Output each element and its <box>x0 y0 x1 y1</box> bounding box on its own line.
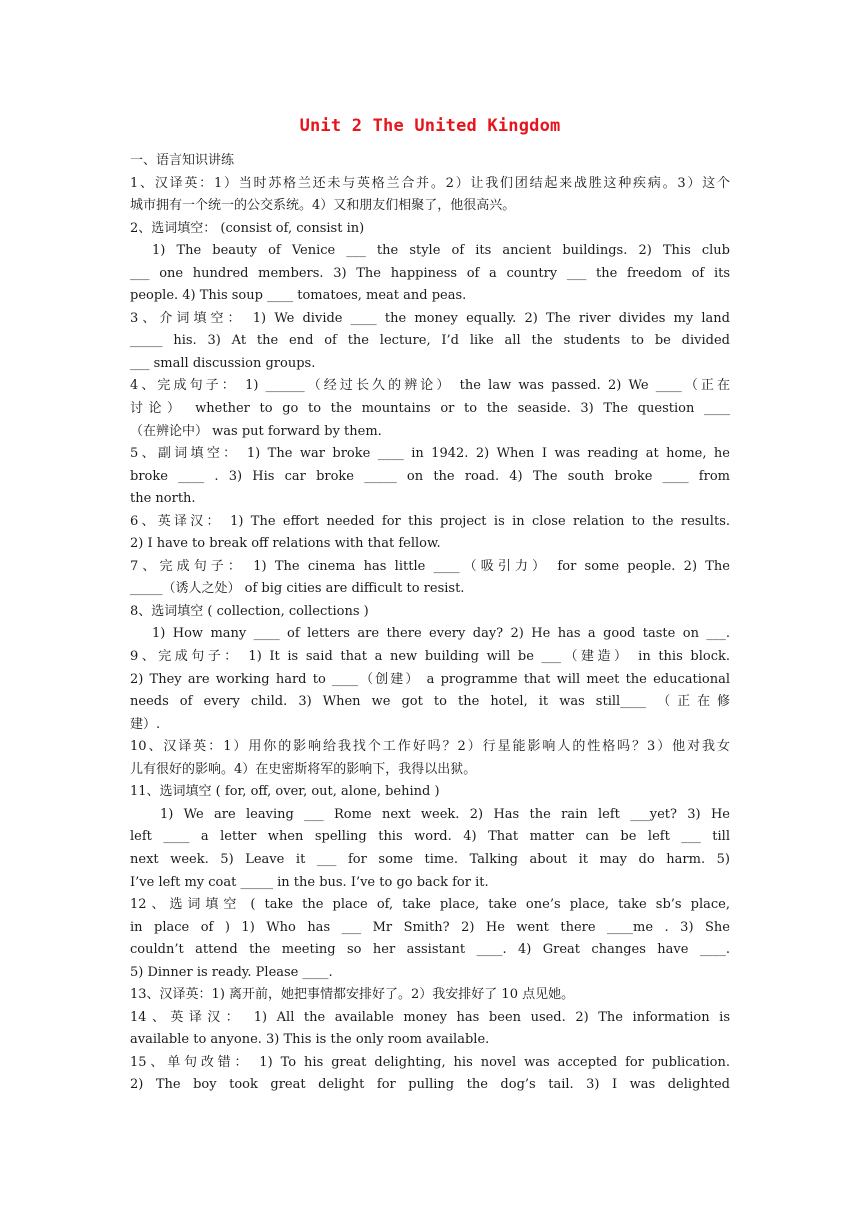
document-body <box>130 150 730 1097</box>
text-line: broke ____ . 3) His car broke _____ on the road. 4) The south broke ____ from <box>130 468 730 484</box>
text-line: 9、完成句子： 1) It is said that a new building will be ___（建造） in this block. <box>130 649 730 665</box>
text-line: 城市拥有一个统一的公交系统。4）又和朋友们相聚了，他很高兴。 <box>130 198 516 214</box>
text-line: 2) They are working hard to ____（创建） a programme that will meet the educational <box>130 671 730 687</box>
text-line: 8、选词填空 ( collection, collections ) <box>130 603 369 619</box>
text-line: 讨论） whether to go to the mountains or to the seaside. 3) The question ____ <box>130 401 730 417</box>
text-line: 2) I have to break off relations with that fellow. <box>130 536 441 552</box>
text-line: 2) The boy took great delight for pulling the dog’s tail. 3) I was delighted <box>130 1077 730 1093</box>
text-line: 儿有很好的影响。4）在史密斯将军的影响下，我得以出狱。 <box>130 761 477 777</box>
text-line: 12、选词填空 ( take the place of, take place, take one’s place, take sb’s place, <box>130 897 730 913</box>
text-line: _____ his. 3) At the end of the lecture, I’d like all the students to be divided <box>130 333 730 349</box>
text-line: 3、介词填空： 1) We divide ____ the money equally. 2) The river divides my land <box>130 310 730 326</box>
text-line: 14、英译汉： 1) All the available money has been used. 2) The information is <box>130 1009 730 1025</box>
text-line: 5) Dinner is ready. Please ____. <box>130 964 333 980</box>
text-line: I’ve left my coat _____ in the bus. I’ve to go back for it. <box>130 874 489 890</box>
text-line: next week. 5) Leave it ___ for some time. Talking about it may do harm. 5) <box>130 851 730 867</box>
text-line: 6、英译汉： 1) The effort needed for this project is in close relation to the results. <box>130 513 730 529</box>
text-line: 5、副词填空： 1) The war broke ____ in 1942. 2) When I was reading at home, he <box>130 446 730 462</box>
text-line: couldn’t attend the meeting so her assistant ____. 4) Great changes have ____. <box>130 942 730 958</box>
text-line: left ____ a letter when spelling this word. 4) That matter can be left ___ till <box>130 829 730 845</box>
text-line: 1、汉译英：1）当时苏格兰还未与英格兰合并。2）让我们团结起来战胜这种疾病。3）这个 <box>130 175 730 191</box>
text-line: ___ small discussion groups. <box>130 355 316 371</box>
text-line: 建）. <box>130 716 161 732</box>
text-line: 11、选词填空 ( for, off, over, out, alone, behind ) <box>130 784 440 800</box>
text-line: 7、完成句子： 1) The cinema has little ____（吸引力） for some people. 2) The <box>130 558 730 574</box>
text-line: available to anyone. 3) This is the only room available. <box>130 1032 490 1048</box>
text-line: the north. <box>130 491 196 507</box>
text-line: （在辨论中） was put forward by them. <box>130 423 382 439</box>
text-line: _____（诱人之处） of big cities are difficult to resist. <box>130 581 465 597</box>
text-line: 10、汉译英：1）用你的影响给我找个工作好吗？2）行星能影响人的性格吗？3）他对我女 <box>130 739 730 755</box>
text-line: needs of every child. 3) When we got to the hotel, it was still____ （正在修 <box>130 694 730 710</box>
text-line: people. 4) This soup ____ tomatoes, meat and peas. <box>130 288 467 304</box>
text-line: 13、汉译英：1) 离开前，她把事情都安排好了。2）我安排好了 10 点见她。 <box>130 987 575 1003</box>
text-line: ___ one hundred members. 3) The happiness of a country ___ the freedom of its <box>130 265 730 281</box>
text-line: 15、单句改错： 1) To his great delighting, his novel was accepted for publication. <box>130 1054 730 1070</box>
text-line: 1) We are leaving ___ Rome next week. 2) Has the rain left ___yet? 3) He <box>160 806 730 822</box>
section-heading: 一、语言知识讲练 <box>130 153 235 168</box>
text-line: 2、选词填空： (consist of, consist in) <box>130 220 365 236</box>
text-line: 1) How many ____ of letters are there every day? 2) He has a good taste on ___. <box>152 626 730 642</box>
text-line: 1) The beauty of Venice ___ the style of its ancient buildings. 2) This club <box>152 243 730 259</box>
text-line: 4、完成句子： 1) ______（经过长久的辨论） the law was passed. 2) We ____（正在 <box>130 378 730 394</box>
text-line: in place of ) 1) Who has ___ Mr Smith? 2) He went there ____me . 3) She <box>130 919 730 935</box>
document-title: Unit 2 The United Kingdom <box>299 116 561 136</box>
